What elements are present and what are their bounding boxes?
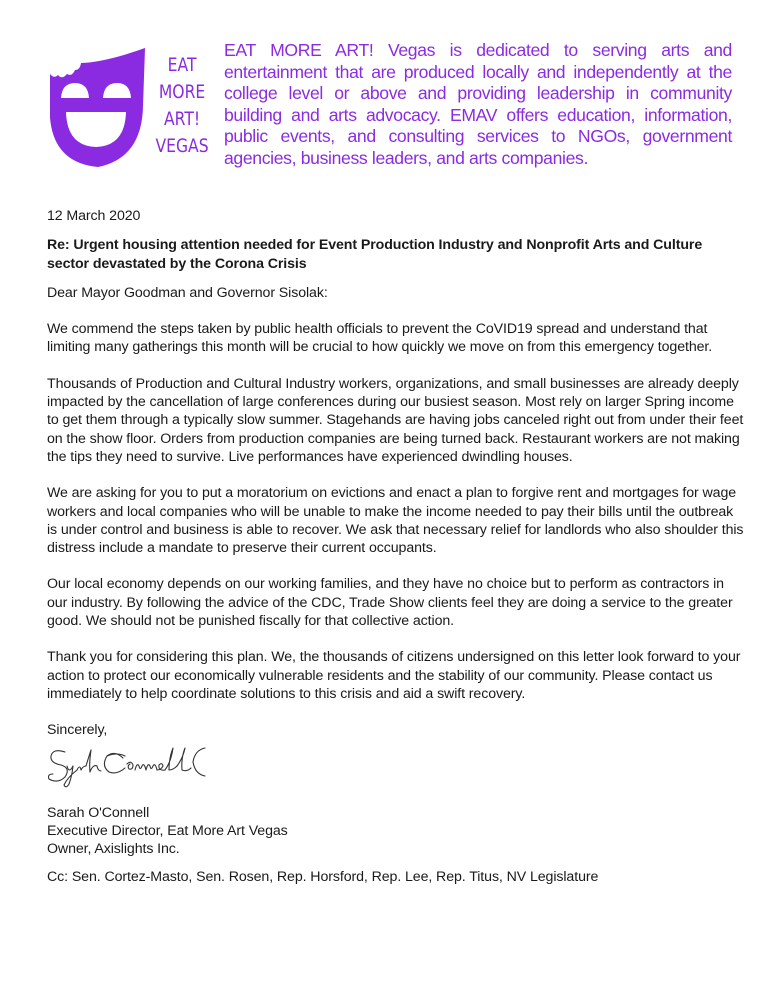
letter-date: 12 March 2020 (47, 208, 141, 224)
closing: Sincerely, (47, 722, 108, 739)
logo-word: VEGAS (155, 135, 209, 157)
paragraph: Our local economy depends on our working families, and they have no choice but to perform as contractors in our industry. By following the advice of the CDC, Trade Show clients feel they are doing a service to the greater good. We should not be punished fiscally for that collective action. (47, 576, 733, 630)
letterhead (0, 0, 772, 190)
logo-word: MORE (158, 81, 206, 103)
salutation: Dear Mayor Goodman and Governor Sisolak: (47, 284, 328, 301)
logo-word: ART! (163, 108, 201, 130)
paragraph: Thousands of Production and Cultural Industry workers, organizations, and small businesses are already deeply impacted by the cancellation of large conferences during our busiest season. Most rely on larger Spring income to get them through a typically slow summer. Stagehands are having jobs canceled right out from under their feet on the show floor. Orders from production companies are being turned back. Restaurant workers are not making the tips they need to survive. Live performances have experienced dwindling houses. (47, 375, 744, 465)
handwritten-signature-icon (45, 744, 215, 792)
signer-other-role: Owner, Axislights Inc. (47, 841, 180, 858)
letter-body (47, 207, 747, 887)
paragraph: Thank you for considering this plan. We, the thousands of citizens undersigned on this letter look forward to your action to protect our economically vulnerable residents and the stability of our community. Please contact us immediately to help coordinate solutions to this crisis and aid a swift recovery. (47, 649, 741, 702)
paragraph: We commend the steps taken by public health officials to prevent the CoVID19 spread and understand that limiting many gatherings this month will be crucial to how quickly we move on from this emergency together. (47, 321, 713, 356)
logo-wordmark (155, 52, 209, 160)
paragraph: We are asking for you to put a moratorium on evictions and enact a plan to forgive rent and mortgages for wage workers and local companies who will be unable to make the income needed to pay their bills until the outbreak is under control and business is able to recover. We ask that necessary relief for landlords who also shoulder this distress include a mandate to preserve their current occupants. (47, 485, 744, 557)
logo-word: EAT (167, 54, 197, 76)
letter-subject: Re: Urgent housing attention needed for Event Production Industry and Nonprofit Arts and Culture sector devastated by the Corona Crisis (47, 237, 703, 272)
smiling-theater-mask-icon (46, 46, 146, 168)
signer-title: Executive Director, Eat More Art Vegas (47, 822, 288, 839)
signature-block (47, 804, 747, 859)
mission-statement: EAT MORE ART! Vegas is dedicated to serving arts and entertainment that are produced locally and independently at the college level or above and providing leadership in community building and arts advocacy. EMAV offers education, information, public events, and consulting services to NGOs, government agencies, business leaders, and arts companies. (224, 40, 732, 168)
signer-name: Sarah O'Connell (47, 804, 150, 821)
cc-line: Cc: Sen. Cortez-Masto, Sen. Rosen, Rep. Horsford, Rep. Lee, Rep. Titus, NV Legislature (47, 869, 599, 886)
